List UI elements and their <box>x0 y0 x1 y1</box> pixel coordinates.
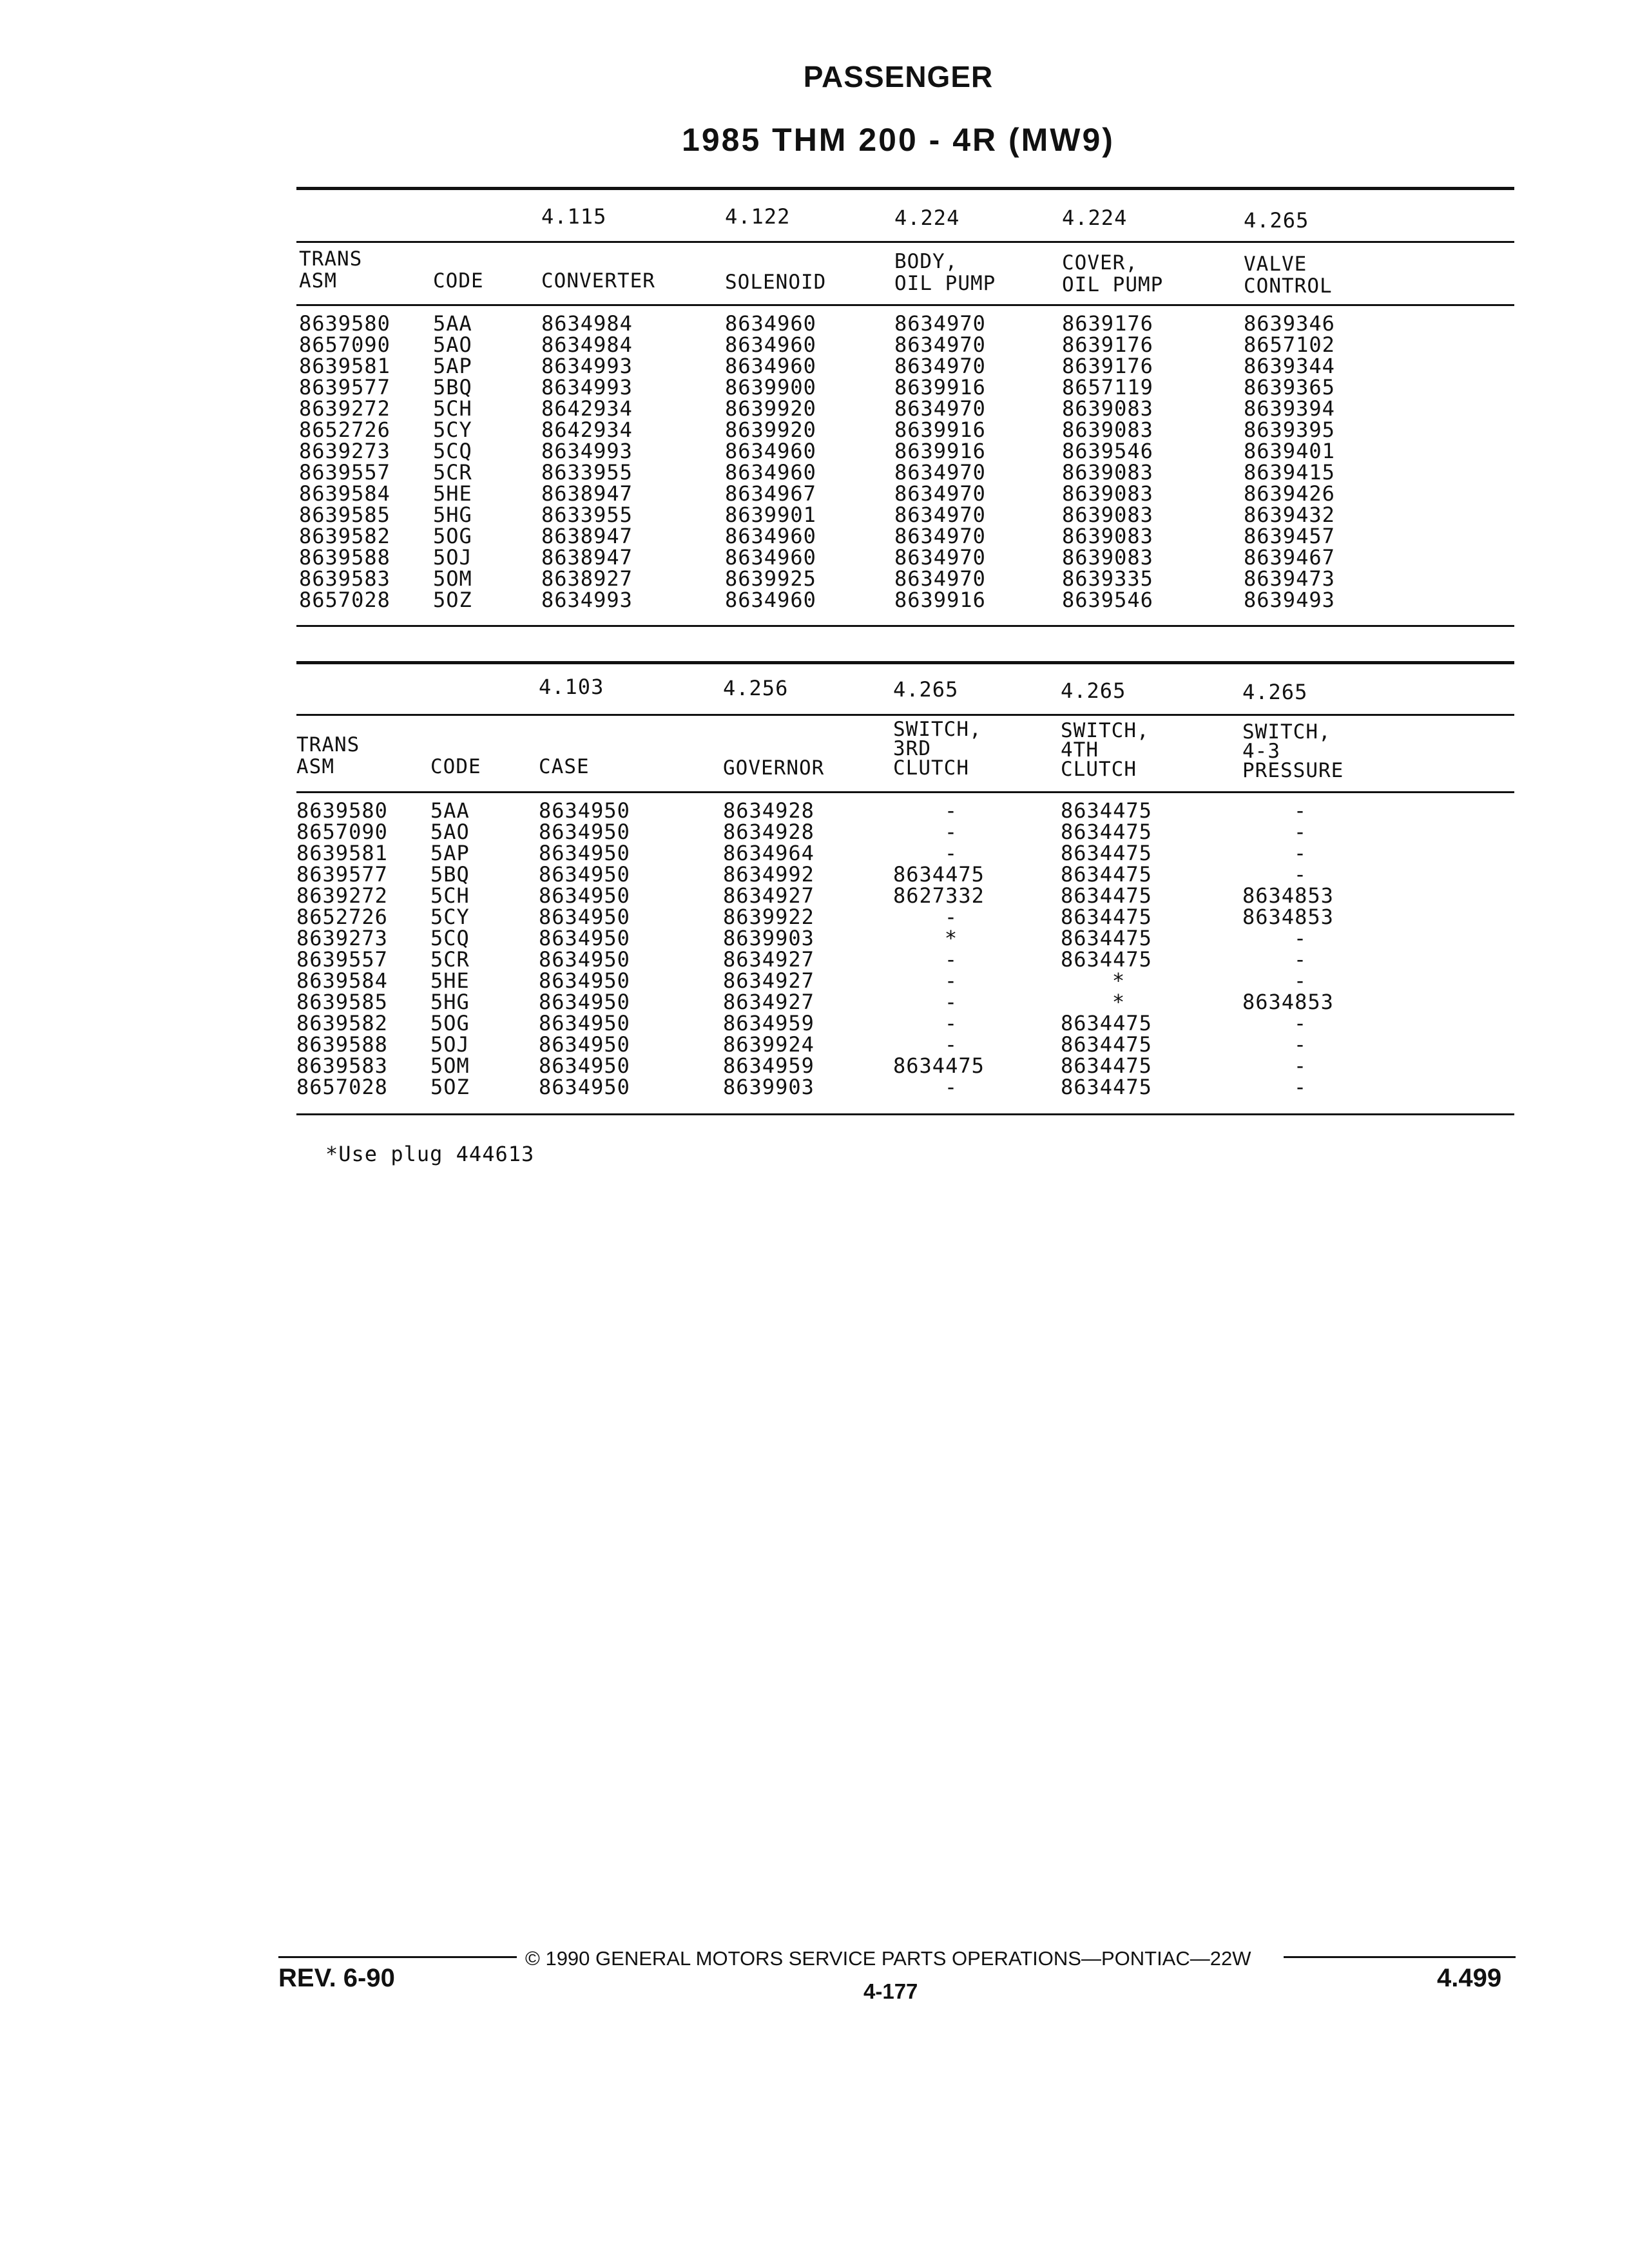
page-title: PASSENGER <box>803 60 994 93</box>
code-cell: 5CR <box>430 947 470 972</box>
ref-number: 4.224 <box>1062 206 1128 230</box>
cover-oil-pump-cell: 8639083 <box>1062 545 1153 570</box>
code-cell: 5OJ <box>430 1032 470 1057</box>
body-oil-pump-cell: 8634970 <box>894 566 986 591</box>
case-cell: 8634950 <box>539 1053 630 1078</box>
table-row <box>296 1013 1514 1034</box>
converter-cell: 8634993 <box>541 439 633 463</box>
header-4th: 4TH <box>1061 738 1099 762</box>
solenoid-cell: 8634960 <box>725 460 816 485</box>
table-row <box>296 992 1514 1013</box>
trans-asm-cell: 8657090 <box>299 332 390 357</box>
ref-number: 4.265 <box>1061 678 1126 703</box>
switch-4-3-pressure-cell: 8634853 <box>1242 990 1334 1014</box>
body-oil-pump-cell: 8639916 <box>894 375 986 399</box>
solenoid-cell: 8634960 <box>725 354 816 378</box>
switch-3rd-clutch-cell: - <box>944 990 958 1014</box>
switch-4-3-pressure-cell: 8634853 <box>1242 905 1334 929</box>
table-row <box>296 590 1514 611</box>
trans-asm-cell: 8639577 <box>296 862 388 887</box>
trans-asm-cell: 8657028 <box>299 588 390 612</box>
converter-cell: 8642934 <box>541 396 633 421</box>
switch-4th-clutch-cell: 8634475 <box>1061 798 1152 823</box>
solenoid-cell: 8634967 <box>725 481 816 506</box>
trans-asm-cell: 8639272 <box>296 883 388 908</box>
table-row <box>296 970 1514 992</box>
case-cell: 8634950 <box>539 905 630 929</box>
case-cell: 8634950 <box>539 1075 630 1099</box>
table-row <box>296 1077 1514 1098</box>
valve-control-cell: 8639395 <box>1244 418 1335 442</box>
trans-asm-cell: 8652726 <box>299 418 390 442</box>
switch-4th-clutch-cell: 8634475 <box>1061 820 1152 844</box>
cover-oil-pump-cell: 8639176 <box>1062 354 1153 378</box>
converter-cell: 8634984 <box>541 311 633 336</box>
header-switch: SWITCH, <box>1061 719 1150 742</box>
trans-asm-cell: 8639581 <box>299 354 390 378</box>
switch-3rd-clutch-cell: - <box>944 1075 958 1099</box>
governor-cell: 8634927 <box>723 968 815 993</box>
governor-cell: 8634959 <box>723 1053 815 1078</box>
code-cell: 5CY <box>430 905 470 929</box>
converter-cell: 8634993 <box>541 354 633 378</box>
header-switch: SWITCH, <box>1242 720 1331 744</box>
switch-4-3-pressure-cell: - <box>1293 798 1307 823</box>
valve-control-cell: 8639415 <box>1244 460 1335 485</box>
cover-oil-pump-cell: 8639176 <box>1062 311 1153 336</box>
converter-cell: 8638927 <box>541 566 633 591</box>
code-cell: 5AO <box>433 332 472 357</box>
case-cell: 8634950 <box>539 968 630 993</box>
solenoid-cell: 8639900 <box>725 375 816 399</box>
code-cell: 5BQ <box>433 375 472 399</box>
switch-4th-clutch-cell: 8634475 <box>1061 841 1152 865</box>
body-oil-pump-cell: 8639916 <box>894 588 986 612</box>
switch-3rd-clutch-cell: - <box>944 820 958 844</box>
valve-control-cell: 8657102 <box>1244 332 1335 357</box>
switch-4-3-pressure-cell: - <box>1293 862 1307 887</box>
trans-asm-cell: 8639583 <box>299 566 390 591</box>
governor-cell: 8634927 <box>723 883 815 908</box>
switch-4-3-pressure-cell: - <box>1293 841 1307 865</box>
ref-number: 4.103 <box>539 675 604 699</box>
cover-oil-pump-cell: 8657119 <box>1062 375 1153 399</box>
table-top-rule <box>296 187 1514 190</box>
parts-table-1 <box>296 187 1514 638</box>
converter-cell: 8638947 <box>541 481 633 506</box>
governor-cell: 8634927 <box>723 990 815 1014</box>
body-oil-pump-cell: 8634970 <box>894 311 986 336</box>
switch-4th-clutch-cell: 8634475 <box>1061 1075 1152 1099</box>
switch-3rd-clutch-cell: - <box>944 968 958 993</box>
body-oil-pump-cell: 8634970 <box>894 545 986 570</box>
cover-oil-pump-cell: 8639335 <box>1062 566 1153 591</box>
header-governor: GOVERNOR <box>723 756 825 780</box>
switch-3rd-clutch-cell: 8627332 <box>893 883 985 908</box>
solenoid-cell: 8634960 <box>725 311 816 336</box>
converter-cell: 8638947 <box>541 524 633 548</box>
header-converter: CONVERTER <box>541 269 655 293</box>
switch-3rd-clutch-cell: - <box>944 905 958 929</box>
trans-asm-cell: 8639588 <box>299 545 390 570</box>
code-cell: 5CH <box>433 396 472 421</box>
table-row <box>296 949 1514 970</box>
switch-4th-clutch-cell: 8634475 <box>1061 1011 1152 1035</box>
code-cell: 5CR <box>433 460 472 485</box>
cover-oil-pump-cell: 8639546 <box>1062 588 1153 612</box>
table-rule <box>296 241 1514 243</box>
table-row <box>296 334 1514 356</box>
code-cell: 5AA <box>430 798 470 823</box>
cover-oil-pump-cell: 8639546 <box>1062 439 1153 463</box>
cover-oil-pump-cell: 8639083 <box>1062 481 1153 506</box>
case-cell: 8634950 <box>539 990 630 1014</box>
switch-3rd-clutch-cell: 8634475 <box>893 1053 985 1078</box>
ref-number: 4.265 <box>893 677 959 702</box>
table-top-rule <box>296 661 1514 664</box>
converter-cell: 8633955 <box>541 460 633 485</box>
table-row <box>296 822 1514 843</box>
header-valve: VALVE <box>1244 253 1307 276</box>
table-row <box>296 885 1514 907</box>
trans-asm-cell: 8639583 <box>296 1053 388 1078</box>
code-cell: 5OM <box>430 1053 470 1078</box>
header-4-3: 4-3 <box>1242 740 1280 763</box>
code-cell: 5OM <box>433 566 472 591</box>
trans-asm-cell: 8639580 <box>296 798 388 823</box>
governor-cell: 8639924 <box>723 1032 815 1057</box>
solenoid-cell: 8634960 <box>725 524 816 548</box>
code-cell: 5OZ <box>433 588 472 612</box>
trans-asm-cell: 8657028 <box>296 1075 388 1099</box>
footer-rule-right <box>1284 1956 1516 1958</box>
switch-4th-clutch-cell: 8634475 <box>1061 1032 1152 1057</box>
header-code: CODE <box>433 269 484 293</box>
switch-4-3-pressure-cell: 8634853 <box>1242 883 1334 908</box>
trans-asm-cell: 8639585 <box>296 990 388 1014</box>
header-clutch: CLUTCH <box>893 756 969 780</box>
footer-rule-left <box>278 1956 517 1958</box>
switch-3rd-clutch-cell: - <box>944 1032 958 1057</box>
trans-asm-cell: 8639588 <box>296 1032 388 1057</box>
converter-cell: 8634984 <box>541 332 633 357</box>
switch-3rd-clutch-cell: - <box>944 947 958 972</box>
trans-asm-cell: 8639584 <box>296 968 388 993</box>
table-row <box>296 441 1514 462</box>
code-cell: 5HG <box>430 990 470 1014</box>
code-cell: 5HE <box>430 968 470 993</box>
switch-4th-clutch-cell: 8634475 <box>1061 926 1152 950</box>
table-bottom-rule <box>296 1113 1514 1115</box>
switch-4-3-pressure-cell: - <box>1293 820 1307 844</box>
switch-3rd-clutch-cell: - <box>944 841 958 865</box>
solenoid-cell: 8639920 <box>725 418 816 442</box>
valve-control-cell: 8639493 <box>1244 588 1335 612</box>
switch-4-3-pressure-cell: - <box>1293 926 1307 950</box>
ref-number: 4.265 <box>1242 680 1308 704</box>
case-cell: 8634950 <box>539 862 630 887</box>
header-control: CONTROL <box>1244 274 1333 298</box>
cover-oil-pump-cell: 8639083 <box>1062 460 1153 485</box>
header-trans: TRANS <box>299 247 363 271</box>
converter-cell: 8633955 <box>541 503 633 527</box>
header-trans: TRANS <box>296 733 360 756</box>
table-row <box>296 505 1514 526</box>
header-clutch: CLUTCH <box>1061 758 1137 781</box>
converter-cell: 8638947 <box>541 545 633 570</box>
solenoid-cell: 8639925 <box>725 566 816 591</box>
footnote: *Use plug 444613 <box>325 1142 535 1166</box>
valve-control-cell: 8639394 <box>1244 396 1335 421</box>
table-row <box>296 1034 1514 1055</box>
trans-asm-cell: 8639584 <box>299 481 390 506</box>
code-cell: 5OG <box>430 1011 470 1035</box>
copyright-line: © 1990 GENERAL MOTORS SERVICE PARTS OPERATIONS—PONTIAC—22W <box>525 1947 1251 1970</box>
page-number: 4-177 <box>863 1979 918 2003</box>
header-cover: COVER, <box>1062 251 1138 274</box>
valve-control-cell: 8639467 <box>1244 545 1335 570</box>
table-row <box>296 1055 1514 1077</box>
body-oil-pump-cell: 8634970 <box>894 354 986 378</box>
converter-cell: 8642934 <box>541 418 633 442</box>
code-cell: 5BQ <box>430 862 470 887</box>
table-row <box>296 483 1514 505</box>
case-cell: 8634950 <box>539 1032 630 1057</box>
cover-oil-pump-cell: 8639176 <box>1062 332 1153 357</box>
case-cell: 8634950 <box>539 883 630 908</box>
switch-4-3-pressure-cell: - <box>1293 1053 1307 1078</box>
valve-control-cell: 8639426 <box>1244 481 1335 506</box>
switch-4-3-pressure-cell: - <box>1293 968 1307 993</box>
trans-asm-cell: 8639581 <box>296 841 388 865</box>
valve-control-cell: 8639346 <box>1244 311 1335 336</box>
body-oil-pump-cell: 8634970 <box>894 460 986 485</box>
switch-4-3-pressure-cell: - <box>1293 1032 1307 1057</box>
trans-asm-cell: 8639557 <box>296 947 388 972</box>
code-cell: 5OG <box>433 524 472 548</box>
switch-4th-clutch-cell: 8634475 <box>1061 1053 1152 1078</box>
governor-cell: 8639922 <box>723 905 815 929</box>
trans-asm-cell: 8639577 <box>299 375 390 399</box>
solenoid-cell: 8634960 <box>725 588 816 612</box>
header-3rd: 3RD <box>893 737 931 760</box>
table-row <box>296 928 1514 949</box>
table-row <box>296 462 1514 483</box>
table-row <box>296 377 1514 398</box>
valve-control-cell: 8639457 <box>1244 524 1335 548</box>
table-row <box>296 356 1514 377</box>
table-row <box>296 526 1514 547</box>
ref-number: 4.265 <box>1244 208 1309 233</box>
case-cell: 8634950 <box>539 947 630 972</box>
case-cell: 8634950 <box>539 820 630 844</box>
code-cell: 5OJ <box>433 545 472 570</box>
table-row <box>296 419 1514 441</box>
converter-cell: 8634993 <box>541 588 633 612</box>
code-cell: 5AO <box>430 820 470 844</box>
body-oil-pump-cell: 8634970 <box>894 481 986 506</box>
cover-oil-pump-cell: 8639083 <box>1062 503 1153 527</box>
governor-cell: 8634964 <box>723 841 815 865</box>
governor-cell: 8634992 <box>723 862 815 887</box>
valve-control-cell: 8639473 <box>1244 566 1335 591</box>
parts-table-2 <box>296 661 1514 1125</box>
code-cell: 5AP <box>430 841 470 865</box>
trans-asm-cell: 8657090 <box>296 820 388 844</box>
case-cell: 8634950 <box>539 926 630 950</box>
body-oil-pump-cell: 8639916 <box>894 439 986 463</box>
code-cell: 5CY <box>433 418 472 442</box>
ref-number: 4.115 <box>541 204 607 229</box>
valve-control-cell: 8639365 <box>1244 375 1335 399</box>
header-pressure: PRESSURE <box>1242 759 1344 782</box>
ref-number: 4.256 <box>723 676 789 700</box>
case-cell: 8634950 <box>539 1011 630 1035</box>
code-cell: 5HE <box>433 481 472 506</box>
header-body: BODY, <box>894 250 958 273</box>
trans-asm-cell: 8639273 <box>299 439 390 463</box>
body-oil-pump-cell: 8634970 <box>894 396 986 421</box>
page-subtitle: 1985 THM 200 - 4R (MW9) <box>682 122 1115 158</box>
header-switch: SWITCH, <box>893 718 982 741</box>
valve-control-cell: 8639432 <box>1244 503 1335 527</box>
solenoid-cell: 8639920 <box>725 396 816 421</box>
cover-oil-pump-cell: 8639083 <box>1062 524 1153 548</box>
trans-asm-cell: 8639580 <box>299 311 390 336</box>
switch-3rd-clutch-cell: * <box>944 926 958 950</box>
cover-oil-pump-cell: 8639083 <box>1062 396 1153 421</box>
table-row <box>296 547 1514 568</box>
header-code: CODE <box>430 755 481 778</box>
body-oil-pump-cell: 8634970 <box>894 332 986 357</box>
ref-number: 4.224 <box>894 206 960 230</box>
table-row <box>296 568 1514 590</box>
trans-asm-cell: 8639557 <box>299 460 390 485</box>
header-solenoid: SOLENOID <box>725 271 827 294</box>
trans-asm-cell: 8639582 <box>299 524 390 548</box>
trans-asm-cell: 8652726 <box>296 905 388 929</box>
code-cell: 5CQ <box>433 439 472 463</box>
governor-cell: 8634959 <box>723 1011 815 1035</box>
section-number: 4.499 <box>1437 1964 1502 1992</box>
code-cell: 5AA <box>433 311 472 336</box>
table-row <box>296 800 1514 822</box>
switch-3rd-clutch-cell: 8634475 <box>893 862 985 887</box>
switch-4th-clutch-cell: 8634475 <box>1061 905 1152 929</box>
solenoid-cell: 8634960 <box>725 332 816 357</box>
switch-3rd-clutch-cell: - <box>944 1011 958 1035</box>
governor-cell: 8639903 <box>723 926 815 950</box>
ref-number: 4.122 <box>725 204 791 229</box>
revision-label: REV. 6-90 <box>278 1964 395 1992</box>
case-cell: 8634950 <box>539 798 630 823</box>
header-oil-pump: OIL PUMP <box>1062 273 1164 296</box>
governor-cell: 8639903 <box>723 1075 815 1099</box>
switch-4-3-pressure-cell: - <box>1293 1075 1307 1099</box>
table-row <box>296 864 1514 885</box>
table-rule <box>296 304 1514 306</box>
valve-control-cell: 8639401 <box>1244 439 1335 463</box>
table-row <box>296 313 1514 334</box>
switch-4th-clutch-cell: 8634475 <box>1061 947 1152 972</box>
code-cell: 5AP <box>433 354 472 378</box>
header-asm: ASM <box>296 755 334 778</box>
switch-4th-clutch-cell: * <box>1112 968 1126 993</box>
trans-asm-cell: 8639272 <box>299 396 390 421</box>
table-rule <box>296 714 1514 716</box>
cover-oil-pump-cell: 8639083 <box>1062 418 1153 442</box>
table-row <box>296 907 1514 928</box>
governor-cell: 8634927 <box>723 947 815 972</box>
table-bottom-rule <box>296 625 1514 627</box>
switch-4th-clutch-cell: 8634475 <box>1061 862 1152 887</box>
case-cell: 8634950 <box>539 841 630 865</box>
governor-cell: 8634928 <box>723 820 815 844</box>
governor-cell: 8634928 <box>723 798 815 823</box>
solenoid-cell: 8634960 <box>725 439 816 463</box>
trans-asm-cell: 8639273 <box>296 926 388 950</box>
switch-3rd-clutch-cell: - <box>944 798 958 823</box>
switch-4th-clutch-cell: 8634475 <box>1061 883 1152 908</box>
switch-4th-clutch-cell: * <box>1112 990 1126 1014</box>
code-cell: 5CH <box>430 883 470 908</box>
table-row <box>296 843 1514 864</box>
code-cell: 5CQ <box>430 926 470 950</box>
solenoid-cell: 8639901 <box>725 503 816 527</box>
trans-asm-cell: 8639582 <box>296 1011 388 1035</box>
switch-4-3-pressure-cell: - <box>1293 1011 1307 1035</box>
code-cell: 5OZ <box>430 1075 470 1099</box>
header-oil-pump: OIL PUMP <box>894 272 996 295</box>
code-cell: 5HG <box>433 503 472 527</box>
converter-cell: 8634993 <box>541 375 633 399</box>
table-rule <box>296 791 1514 793</box>
switch-4-3-pressure-cell: - <box>1293 947 1307 972</box>
table-row <box>296 398 1514 419</box>
trans-asm-cell: 8639585 <box>299 503 390 527</box>
valve-control-cell: 8639344 <box>1244 354 1335 378</box>
body-oil-pump-cell: 8634970 <box>894 524 986 548</box>
solenoid-cell: 8634960 <box>725 545 816 570</box>
header-asm: ASM <box>299 269 337 293</box>
body-oil-pump-cell: 8639916 <box>894 418 986 442</box>
body-oil-pump-cell: 8634970 <box>894 503 986 527</box>
header-case: CASE <box>539 755 590 778</box>
